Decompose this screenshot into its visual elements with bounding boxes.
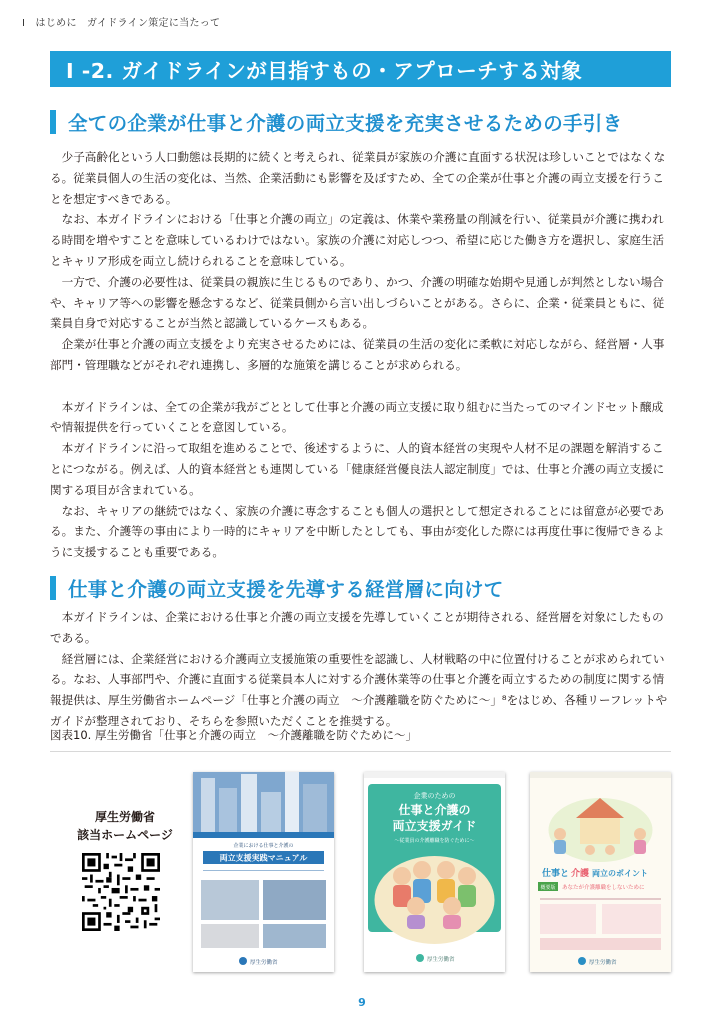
- qr-label: [70, 808, 180, 844]
- paragraph: 企業が仕事と介護の両立支援をより充実させるためには、従業員の生活の変化に柔軟に対応しながら、経営層・人事部門・管理職などがそれぞれ連携し、多層的な施策を講じることが求められる。: [50, 337, 665, 372]
- paragraph: 一方で、介護の必要性は、従業員の親族に生じるものであり、かつ、介護の明確な始期や見通しが判然としない場合や、キャリア等への影響を懸念するなど、従業員側から言い出しづらいことがある。さらに、企業・従業員ともに、従業員自身で対応することが当然と認識しているケースもある。: [50, 274, 665, 331]
- qr-label-line: 該当ホームページ: [77, 828, 173, 842]
- brochure-cover-manual[interactable]: [193, 772, 334, 972]
- cover-2-subtitle: ～従業員の介護離職を防ぐために～: [394, 838, 475, 844]
- heading-bar-mark: [50, 576, 56, 600]
- figure-divider: [50, 751, 671, 752]
- running-header: I はじめに ガイドライン策定に当たって: [22, 18, 221, 29]
- section-heading-1: [50, 108, 622, 136]
- paragraph: 本ガイドラインは、企業における仕事と介護の両立支援を先導していくことが期待される、経営層を対象にしたものである。: [50, 610, 664, 645]
- section-heading-text: 仕事と介護の両立支援を先導する経営層に向けて: [68, 578, 504, 601]
- cover-2-publisher: 厚生労働省: [427, 957, 455, 963]
- cover-3-title-c: 両立のポイント: [592, 869, 648, 878]
- section-2-body: [50, 607, 674, 732]
- paragraph: 本ガイドラインに沿って取組を進めることで、後述するように、人的資本経営の実現や人材不足の課題を解消することにつながる。例えば、人的資本経営とも連関している「健康経営優良法人認定制度」では、仕事と介護の両立支援に関する項目が含まれている。: [50, 441, 665, 497]
- section-1-body: [50, 147, 674, 563]
- cover-3-publisher: 厚生労働省: [589, 960, 617, 966]
- brochure-cover-points[interactable]: [530, 772, 671, 972]
- chapter-title-bar: [50, 51, 671, 87]
- qr-code[interactable]: [82, 853, 160, 931]
- cover-3-subtitle: あなたが介護離職をしないために: [562, 885, 645, 891]
- paragraph: 本ガイドラインは、全ての企業が我がごととして仕事と介護の両立支援に取り組むに当たってのマインドセット醸成や情報提供を行っていくことを意図している。: [50, 399, 664, 435]
- cover-2-title-line-1: 仕事と介護の: [398, 803, 471, 817]
- chapter-title: I -2. ガイドラインが目指すもの・アプローチする対象: [66, 59, 583, 83]
- brochure-cover-guide[interactable]: [364, 772, 505, 972]
- cover-1-title: 両立支援実践マニュアル: [219, 853, 308, 863]
- page-number: 9: [358, 996, 366, 1009]
- section-heading-2: [50, 574, 504, 602]
- paragraph: 少子高齢化という人口動態は長期的に続くと考えられ、従業員が家族の介護に直面する状況は珍しいことではなくなる。従業員個人の生活の変化は、当然、企業活動にも影響を及ぼすため、全ての企業が仕事と介護の両立支援を行うことを想定すべきである。: [50, 150, 666, 206]
- section-heading-text: 全ての企業が仕事と介護の両立支援を充実させるための手引き: [68, 112, 623, 135]
- qr-label-line: 厚生労働省: [94, 810, 155, 824]
- paragraph: なお、キャリアの継続ではなく、家族の介護に専念することも個人の選択として想定されることには留意が必要である。また、介護等の事由により一時的にキャリアを中断したとしても、事由が変化した際には再度仕事に復帰できるように支援することも重要である。: [50, 503, 665, 560]
- cover-3-title-a: 仕事と: [542, 869, 570, 879]
- figure-caption: 図表10. 厚生労働省「仕事と介護の両立 ～介護離職を防ぐために～」: [50, 728, 417, 742]
- cover-1-subtitle: 企業における仕事と介護の: [233, 843, 294, 849]
- cover-3-title-b: 介護: [571, 869, 590, 879]
- cover-2-title-line-2: 両立支援ガイド: [392, 819, 477, 833]
- cover-3-badge: 概要版: [540, 885, 556, 891]
- cover-1-publisher: 厚生労働省: [250, 960, 278, 966]
- paragraph: 経営層には、企業経営における介護両立支援施策の重要性を認識し、人材戦略の中に位置付けることが求められている。なお、人事部門や、介護に直面する従業員本人に対する介護休業等の仕事と介護を両立するための制度に関する情報提供は、厚生労働省ホームページ「仕事と介護の両立 ～介護離職を防ぐために～」⁸をはじめ、各種リーフレットやガイドが整理されており、そちらを参照いただくことを推奨する。: [50, 651, 668, 728]
- paragraph: なお、本ガイドラインにおける「仕事と介護の両立」の定義は、休業や業務量の削減を行い、従業員が介護に携われる時間を増やすことを意味しているわけではない。家族の介護に対応しつつ、希望に応じた働き方を選択し、家庭生活とキャリア形成を両立し続けられることを意味している。: [50, 212, 665, 268]
- heading-bar-mark: [50, 110, 56, 134]
- cover-2-kicker: 企業のための: [413, 792, 456, 800]
